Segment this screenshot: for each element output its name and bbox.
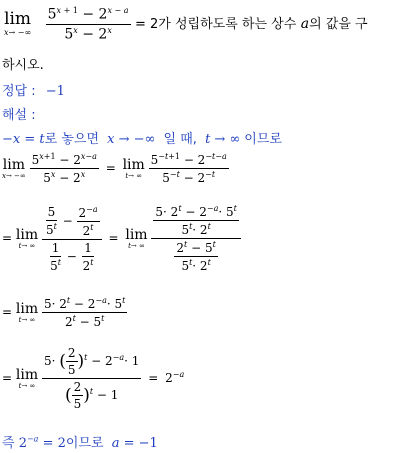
solution-step-1: lim x→ −∞ $\frac{5^{x+1} - 2^{x-a}}{5^x - 2^x}$ = lim t→ ∞ $\frac{5^{-t+1} - 2^{-t-a}}{5^{-t} - 2^{-t}}$ xyxy=(2,152,227,185)
conclusion-prefix: 즉 xyxy=(2,436,15,451)
solution-label: 해설 : xyxy=(2,108,36,123)
substitution-line: −x = t로 놓으면 x → −∞ 일 때, t → ∞ 이므로 xyxy=(2,132,282,147)
answer-value: −1 xyxy=(45,84,65,99)
problem-line-2: 하시오. xyxy=(2,58,44,73)
problem-fraction: $\frac{5^{x + 1} - 2^{x - a}}{5^x - 2^x}$ xyxy=(47,6,129,43)
step1-fraction-x: $\frac{5^{x+1} - 2^{x-a}}{5^x - 2^x}$ xyxy=(31,152,97,185)
step1-fraction-t: $\frac{5^{-t+1} - 2^{-t-a}}{5^{-t} - 2^{-t}}$ xyxy=(150,152,227,185)
when-text: 일 때, xyxy=(163,132,197,147)
lim-t-5: lim t→ ∞ xyxy=(15,366,39,390)
step2-compound-fraction: $\frac{5}{5^t}$ − $\frac{2^{-a}}{2^t}$ $\frac{1}{5^t}$ − $\frac{1}{2^t}$ xyxy=(42,205,102,273)
therefore-text: 이므로 xyxy=(244,132,282,147)
step3-fraction: $\frac{5\cdot 2^t - 2^{-a}\cdot 5^t}{2^t - 5^t}$ xyxy=(43,296,126,329)
lim-problem: lim x→ −∞ xyxy=(4,9,32,38)
lim-x: lim x→ −∞ xyxy=(2,156,26,180)
problem-line-1 xyxy=(4,6,368,42)
step4-fraction: 5· ( $\frac{2}{5}$ )$^t - 2^{-a}\cdot 1$ ( $\frac{2}{5}$ )$^t$ − 1 xyxy=(43,346,140,411)
lim-t-3: lim t→ ∞ xyxy=(125,226,148,250)
lim-t: lim t→ ∞ xyxy=(122,156,145,180)
answer-line xyxy=(2,80,65,99)
variable-a: a xyxy=(300,16,310,33)
step2-combined-fraction: $\frac{\frac{5\cdot 2^t - 2^{-a}\cdot 5^t}{5^t\cdot 2^t}}{\frac{2^t - 5^t}{5^t\cdot 2^t}}$ xyxy=(151,204,240,273)
lim-t-2: lim t→ ∞ xyxy=(15,226,39,250)
lim-t-4: lim t→ ∞ xyxy=(15,300,39,324)
problem-text-end: 의 값을 구 xyxy=(309,17,368,33)
answer-label: 정답 : xyxy=(2,84,36,99)
conclusion-middle: 이므로 xyxy=(65,436,104,451)
solution-step-4: = lim t→ ∞ 5· ( $\frac{2}{5}$ )$^t - 2^{-a}\cdot 1$ ( $\frac{2}{5}$ )$^t$ − 1 = $2^{-a}$ xyxy=(2,346,185,411)
conclusion-line: 즉 $2^{-a} = 2$이므로 a = −1 xyxy=(2,434,158,451)
substitution-text: 로 놓으면 xyxy=(44,132,100,147)
solution-step-2: = lim t→ ∞ $\frac{5}{5^t}$ − $\frac{2^{-a}}{2^t}$ $\frac{1}{5^t}$ − $\frac{1}{2^t}$ = lim t→ ∞ $\frac{\frac{5\cdot 2^t - 2^{-a}\cdot 5^t}{5^t\cdot 2^t}}{\frac{2^t - 5^t}{5^t\cdot 2^t}}$ xyxy=(2,204,241,273)
problem-text-tail: = 2가 성립하도록 하는 상수 xyxy=(135,17,297,33)
solution-step-3: = lim t→ ∞ $\frac{5\cdot 2^t - 2^{-a}\cdot 5^t}{2^t - 5^t}$ xyxy=(2,296,126,329)
